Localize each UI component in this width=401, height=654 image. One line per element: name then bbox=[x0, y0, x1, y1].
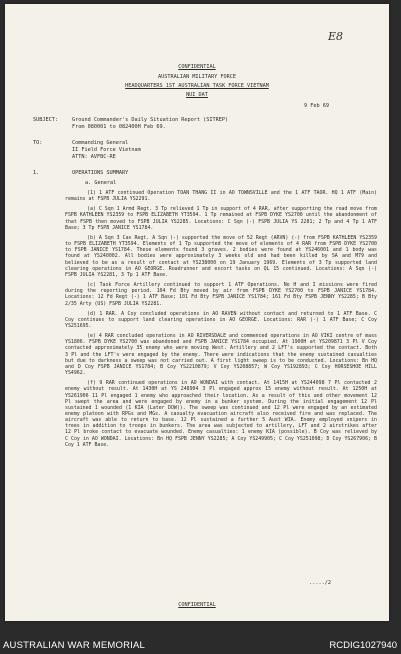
classification-footer: CONFIDENTIAL bbox=[178, 602, 216, 608]
to-label: TO: bbox=[33, 140, 43, 146]
paragraph: (1) 1 ATF continued Operation TOAN THANG II in AO TOWNSVILLE and the 1 ATF TAOR. HQ 1 ATF (Main) remains at FSPB JULIA YS2291. bbox=[65, 190, 377, 203]
paragraph: (d) 1 RAR. A Coy concluded operations in AO RAVEN without contact and returned to 1 ATF Base. C Coy continues to support land clearing operations in AO GEORGE. Locations: RAR (-) 1 ATF Base; C Coy YS251695. bbox=[65, 310, 377, 329]
to-line-3: ATTN: AVFBC-RE bbox=[72, 154, 116, 160]
paragraph: (b) A Sqn 3 Cav Regt. A Sqn (-) supported the move of 52 Regt (ARVN) (-) from FSPB KATHLEEN YS2359 to FSPB ELIZABETH YT3594. Elements of 1 Tp supported the move of elements of 4 RAR from FSPB DYKE YS2700 to FSPB JANICE YS1784. These elements found 3 graves. 2 bodies were found at YS246001 and 1 body was found at YS240002. All bodies were approximately 3 weeks old and had been killed by SA and M79 and believed to be as a result of contact at YS238000 on 19 January 1969. Elements of 3 Tp supported land clearing operations in AO GEORGE. Roadrunner and escort tasks on QL 15 continued. Locations: A Sqn (-) FSPB JULIA YS2281, 3 Tp 1 ATF Base. bbox=[65, 234, 377, 278]
to-line-1: Commanding General bbox=[72, 140, 129, 146]
corner-mark: E8 bbox=[327, 30, 343, 43]
document-page bbox=[5, 4, 389, 621]
next-page-marker: ...../2 bbox=[309, 580, 331, 586]
org-line-3: NUI DAT bbox=[186, 92, 208, 98]
subject-label: SUBJECT: bbox=[33, 117, 58, 123]
archive-caption: AUSTRALIAN WAR MEMORIAL bbox=[3, 640, 146, 651]
org-line-1: AUSTRALIAN MILITARY FORCE bbox=[157, 74, 237, 80]
paragraph: (e) 4 RAR concluded operations in AO RIVERSDALE and commenced operations in AO VIKI centre of mass YS1806. FSPB DYKE YS2700 was abandoned and FSPB JANICE YS1784 occupied. At 1900H at YS209871 3 Pl V Coy contacted approximately 35 enemy who were moving West. Artillery and 2 LFT's supported the contact. Both 3 Pl and the LFT's were engaged by the enemy. There were indications that the enemy sustained casualties but due to darkness a sweep was not carried out. A first light sweep is to be conducted. Locations: Bn HQ and D Coy FSPB JANICE YS1784; B Coy YS2210879; V Coy YS208857; W Coy YS192893; C Coy HORSESHOE HILL YS4962. bbox=[65, 333, 377, 377]
document-date: 9 Feb 69 bbox=[304, 103, 329, 109]
paragraph: (f) 9 RAR continued operations in AO WONDAI with contact. At 1415H at YS244098 7 Pl contacted 2 enemy without result. At 1430H at YS 248904 3 Pl engaged approx 15 enemy without result. At 1250H at YS261906 11 Pl engaged 1 enemy who approached their location. As a result of this and other movement 12 Pl swept the area and were engaged by enemy in a bunker system. During the initial engagement 12 Pl sustained 1 wounded (1 KIA (Later DOW)). The sweep was continued and 12 Pl were engaged by an estimated enemy platoon with RPGs and MGs. A casualty evacuation aircraft also received fire and was replaced. The aircraft was able to return to base. 12 Pl sustained a further 5 Aust WIA. Enemy employed snipers in trees in addition to troops in bunkers. The area was subjected to artillery, LFT and 2 airstrikes after 12 Pl broke contact to evacuate wounded. Enemy casualties: 1 enemy KIA (possible). B Coy was relieved by C Coy in AO WONDAI. Locations: Bn HQ FSPB JENNY YS2285; A Coy YS249905; C Coy YS251098; D Coy YS267906; B Coy 1 ATF Base. bbox=[65, 380, 377, 448]
archive-reference: RCDIG1027940 bbox=[329, 640, 397, 651]
section-title: OPERATIONS SUMMARY bbox=[72, 170, 129, 176]
report-body bbox=[65, 190, 377, 448]
org-line-2: HEADQUARTERS 1ST AUSTRALIAN TASK FORCE VIETNAM bbox=[125, 83, 269, 89]
paragraph: (a) C Sqn 1 Armd Regt. 3 Tp relieved 1 Tp in support of 4 RAR, after supporting the road move from FSPB KATHLEEN YS2359 to FSPB ELIZABETH YT3594. 1 Tp remained at FSPB DYKE YS2700 until the abandonment of that FSPB then moved to FSPB JULIA YS2285. Locations: C Sqn (-) FSPB JULIA YS 2281; 2 Tp and 4 Tp 1 ATF Base; 3 Tp FSPB JANICE YS1784. bbox=[65, 206, 377, 231]
section-number: 1. bbox=[33, 170, 40, 176]
subject-line-2: From 080001 to 082400H Feb 69. bbox=[72, 124, 166, 130]
to-line-2: II Field Force Vietnam bbox=[72, 147, 141, 153]
subject-line-1: Ground Commander's Daily Situation Report (SITREP) bbox=[72, 117, 229, 123]
subsection-title: a. General bbox=[85, 180, 117, 186]
paragraph: (c) Task Force Artillery continued to support 1 ATF Operations. No H and I missions were fired during the reporting period. 104 Fd Bty moved by air from FSPB DYKE YS2700 to FSPB JANICE YS1784. Locations: 12 Fd Regt (-) 1 ATF Base; 101 Fd Bty FSPB JANICE YS1784; 161 Fd Bty FSPB JENNY YS2285; B Bty 2/35 Arty (US) FSPB JULIA YS2281. bbox=[65, 282, 377, 307]
classification-header: CONFIDENTIAL bbox=[178, 64, 216, 70]
